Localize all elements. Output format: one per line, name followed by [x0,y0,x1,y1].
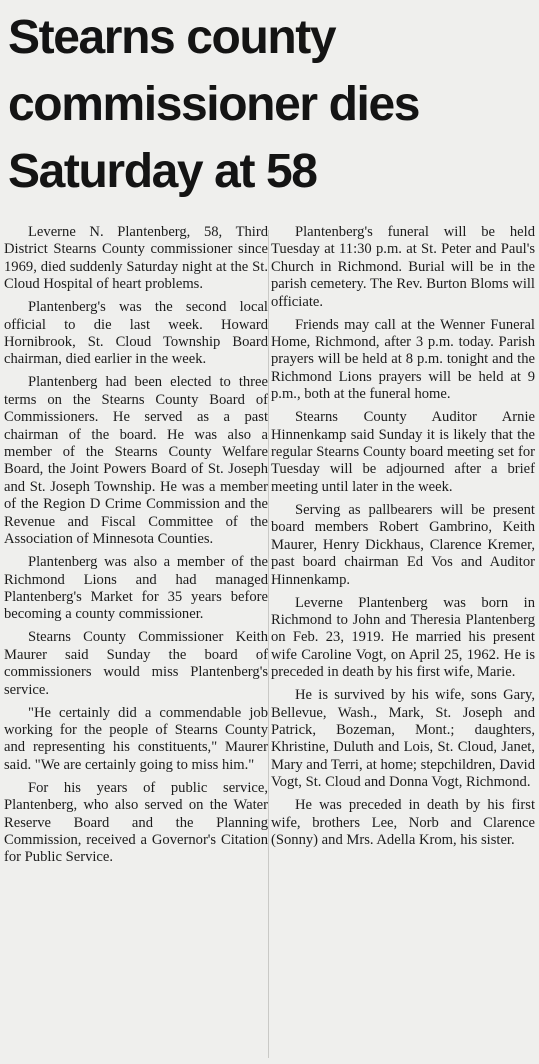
column-divider [268,230,269,1058]
paragraph: Leverne N. Plantenberg, 58, Third District Stearns County commissioner since 1969, died suddenly Saturday night at the St. Cloud Hospital of heart problems. [4,224,268,293]
column-left [4,224,268,1060]
headline [8,4,533,205]
paragraph: Plantenberg was also a member of the Richmond Lions and had managed Plantenberg's Market for 35 years before becoming a county commissioner. [4,554,268,623]
paragraph: Leverne Plantenberg was born in Richmond to John and Theresia Plantenberg on Feb. 23, 1919. He married his present wife Caroline Vogt, on April 25, 1962. He is preceded in death by his first wife, Marie. [271,594,535,681]
headline-line: commissioner dies [8,78,420,131]
paragraph: For his years of public service, Plantenberg, who also served on the Water Reserve Board and the Planning Commission, received a Governor's Citation for Public Service. [4,779,268,866]
article-body [0,224,539,1064]
paragraph: He was preceded in death by his first wife, brothers Lee, Norb and Clarence (Sonny) and Mrs. Adella Krom, his sister. [271,797,535,848]
paragraph: Serving as pallbearers will be present board members Robert Gambrino, Keith Maurer, Henry Dickhaus, Clarence Kremer, past board chairman Ed Vos and Auditor Hinnenkamp. [271,501,535,588]
paragraph: Stearns County Commissioner Keith Maurer said Sunday the board of commissioners would miss Plantenberg's service. [4,629,268,698]
headline-line: Saturday at 58 [8,145,317,198]
paragraph: Plantenberg's was the second local official to die last week. Howard Hornibrook, St. Cloud Township Board chairman, died earlier in the week. [4,299,268,368]
paragraph: He is survived by his wife, sons Gary, Bellevue, Wash., Mark, St. Joseph and Patrick, Bozeman, Mont.; daughters, Khristine, Duluth and Lois, St. Cloud, Janet, Mary and Terri, at home; stepchildren, David Vogt, St. Cloud and Donna Vogt, Richmond. [271,687,535,791]
paragraph: Plantenberg had been elected to three terms on the Stearns County Board of Commissioners. He served as a past chairman of the board. He was also a member of the Stearns County Welfare Board, the Joint Powers Board of St. Joseph and St. Joseph Township. He was a member of the Region D Crime Commission and the Revenue and Fiscal Committee of the Association of Minnesota Counties. [4,374,268,548]
paragraph: "He certainly did a commendable job working for the people of Stearns County and representing his constituents," Maurer said. "We are certainly going to miss him." [4,704,268,773]
paragraph: Plantenberg's funeral will be held Tuesday at 11:30 p.m. at St. Peter and Paul's Church in Richmond. Burial will be in the parish cemetery. The Rev. Burton Bloms will officiate. [271,224,535,310]
column-right [271,224,535,1060]
paragraph: Friends may call at the Wenner Funeral Home, Richmond, after 3 p.m. today. Parish prayers will be held at 8 p.m. tonight and the Richmond Lions prayers will be held at 9 p.m., both at the funeral home. [271,316,535,403]
paragraph: Stearns County Auditor Arnie Hinnenkamp said Sunday it is likely that the regular Stearns County board meeting set for Tuesday will be adjourned after a brief meeting until later in the week. [271,409,535,495]
headline-line: Stearns county [8,11,336,64]
